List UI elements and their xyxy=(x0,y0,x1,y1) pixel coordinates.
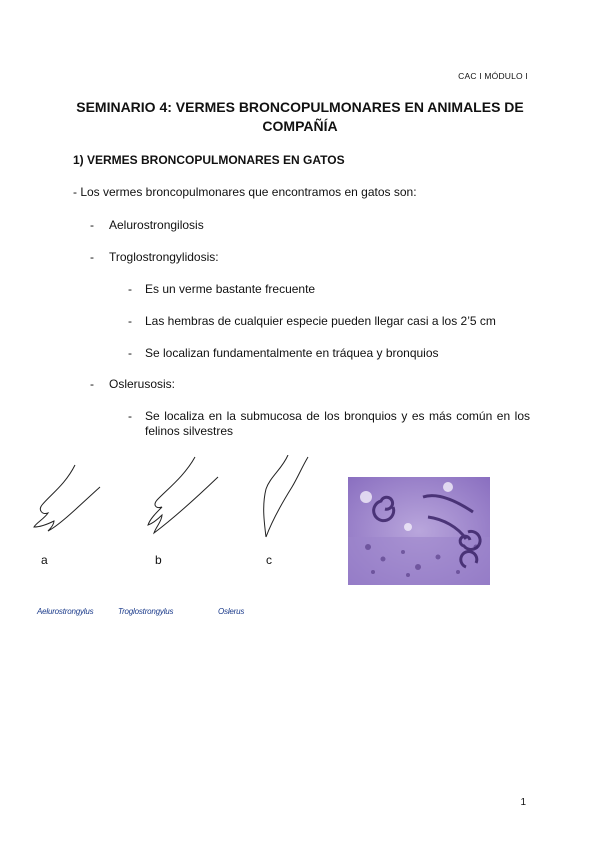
figure-letter-c: c xyxy=(266,553,272,567)
tail-drawing-b xyxy=(148,457,218,533)
section-heading: 1) VERMES BRONCOPULMONARES EN GATOS xyxy=(73,153,345,167)
figure-letter-a: a xyxy=(41,553,48,567)
sub-item: Se localiza en la submucosa de los bronquios y es más común en los felinos silvestres xyxy=(145,409,530,438)
intro-text: - Los vermes broncopulmonares que encontramos en gatos son: xyxy=(73,185,417,199)
list-item-aelurostrongilosis: Aelurostrongilosis xyxy=(109,218,204,232)
list-item-oslerusosis: Oslerusosis: xyxy=(109,377,176,391)
bullet-dash: - xyxy=(90,377,94,391)
caption-oslerus: Oslerus xyxy=(218,607,245,616)
bullet-dash: - xyxy=(128,282,132,296)
sub-item: Es un verme bastante frecuente xyxy=(145,282,316,296)
caption-aelurostrongylus: Aelurostrongylus xyxy=(37,607,94,616)
sub-item: Se localizan fundamentalmente en tráquea y bronquios xyxy=(145,346,439,360)
list-item-troglostrongylidosis: Troglostrongylidosis: xyxy=(109,250,219,264)
figure-letter-b: b xyxy=(155,553,162,567)
larval-tails-illustration xyxy=(20,455,330,545)
caption-troglostrongylus: Troglostrongylus xyxy=(118,607,174,616)
page-title: SEMINARIO 4: VERMES BRONCOPULMONARES EN ANIMALES DE COMPAÑÍA xyxy=(76,99,524,134)
sub-item: Las hembras de cualquier especie pueden llegar casi a los 2’5 cm xyxy=(145,314,496,328)
bullet-dash: - xyxy=(128,409,132,423)
bullet-dash: - xyxy=(90,218,94,232)
bullet-dash: - xyxy=(90,250,94,264)
larvae-micrograph xyxy=(348,477,490,585)
tail-drawing-a xyxy=(34,465,100,531)
tail-drawing-c xyxy=(264,455,308,537)
page-number: 1 xyxy=(520,797,526,808)
bullet-dash: - xyxy=(128,314,132,328)
course-header: CAC I MÓDULO I xyxy=(458,71,528,81)
bullet-dash: - xyxy=(128,346,132,360)
